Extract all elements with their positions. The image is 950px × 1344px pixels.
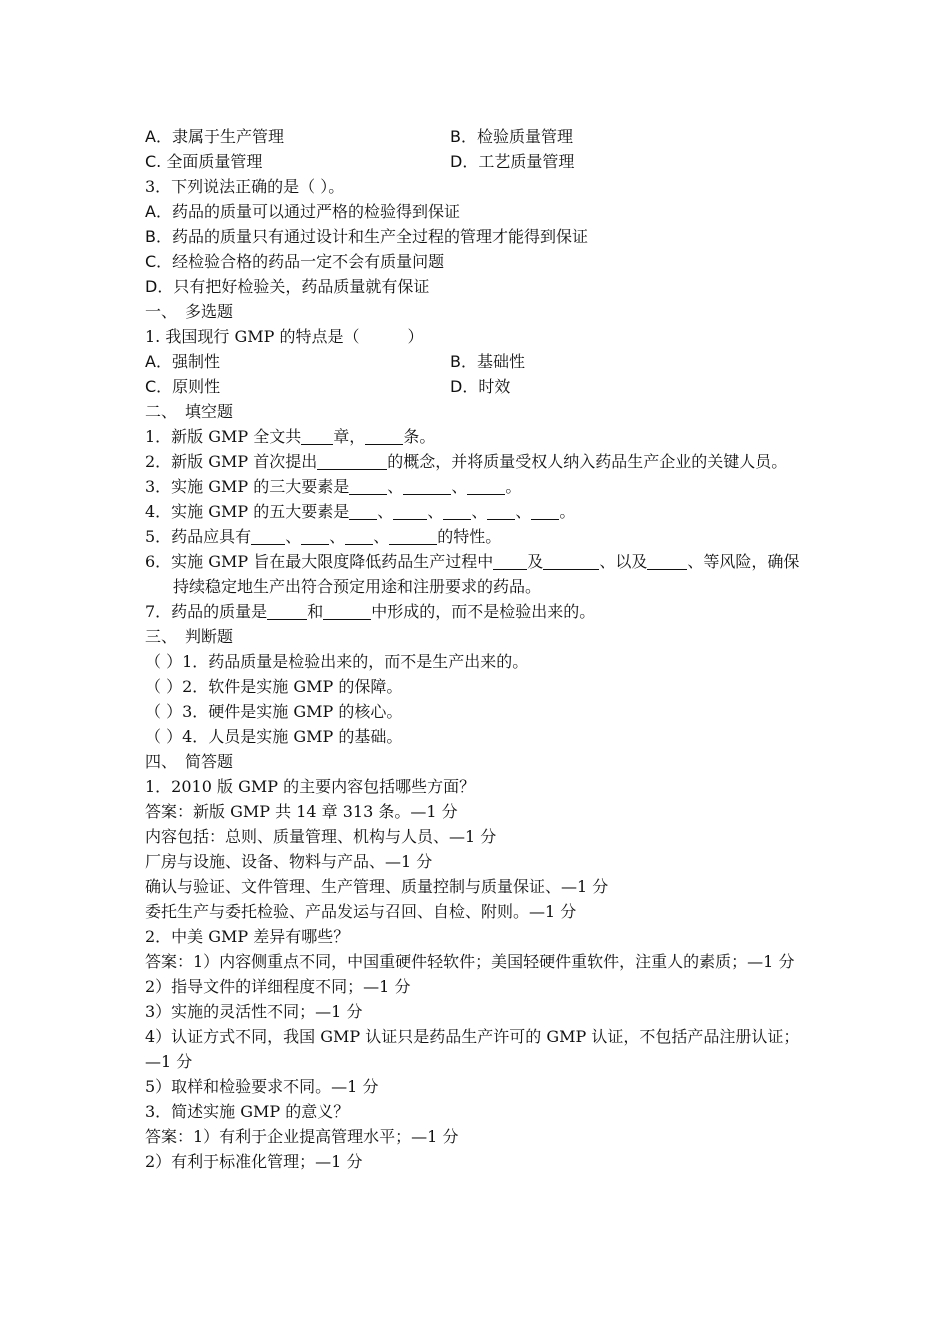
judge-item-2: （ ）2．软件是实施 GMP 的保障。: [145, 677, 403, 696]
blank: [267, 601, 307, 620]
short-q1-answer-5: 委托生产与委托检验、产品发运与召回、自检、附则。—1 分: [145, 902, 577, 921]
blank: [323, 601, 371, 620]
multi-options-row-1: [145, 349, 815, 374]
q3-stem: 3．下列说法正确的是（ ）。: [145, 177, 345, 196]
section-heading-true-false: 三、 判断题: [145, 627, 234, 646]
blank: [393, 501, 427, 520]
q3-option-d: D．只有把好检验关，药品质量就有保证: [145, 277, 430, 296]
short-q3-stem: 3．简述实施 GMP 的意义？: [145, 1102, 350, 1121]
short-q3-answer-2: 2）有利于标准化管理；—1 分: [145, 1152, 363, 1171]
short-q2-answer-5: 5）取样和检验要求不同。—1 分: [145, 1077, 379, 1096]
judge-item-3: （ ）3．硬件是实施 GMP 的核心。: [145, 702, 403, 721]
blank: [301, 426, 333, 445]
blank: [349, 501, 377, 520]
blank: [251, 526, 285, 545]
multi-options-row-2: [145, 374, 815, 399]
short-q2-answer-3: 3）实施的灵活性不同；—1 分: [145, 1002, 363, 1021]
multi-q1-stem: 1. 我国现行 GMP 的特点是（ ）: [145, 327, 424, 346]
blank: [493, 551, 527, 570]
short-q3-answer-1: 答案：1）有利于企业提高管理水平；—1 分: [145, 1127, 459, 1146]
option-d: D．时效: [450, 377, 511, 396]
short-q1-answer-1: 答案：新版 GMP 共 14 章 313 条。—1 分: [145, 802, 458, 821]
blank: [301, 526, 329, 545]
short-q2-stem: 2．中美 GMP 差异有哪些？: [145, 927, 350, 946]
blank: [467, 476, 505, 495]
q3-option-c: C．经检验合格的药品一定不会有质量问题: [145, 252, 445, 271]
blank: [487, 501, 515, 520]
section-heading-fill-blank: 二、 填空题: [145, 402, 234, 421]
fill-q6: 6．实施 GMP 旨在最大限度降低药品生产过程中 及 、以及 、等风险，确保持续稳定地生产出符合预定用途和注册要求的药品。: [145, 552, 800, 596]
fill-q7: 7．药品的质量是 和 中形成的，而不是检验出来的。: [145, 602, 596, 621]
section-heading-short-answer: 四、 简答题: [145, 752, 234, 771]
fill-q1: 1．新版 GMP 全文共 章， 条。: [145, 427, 436, 446]
blank: [647, 551, 687, 570]
blank: [389, 526, 437, 545]
q2-options-row-1: [145, 124, 815, 149]
short-q1-answer-2: 内容包括：总则、质量管理、机构与人员、—1 分: [145, 827, 497, 846]
fill-q4: 4．实施 GMP 的五大要素是 、 、 、 、 。: [145, 502, 576, 521]
document-body: [145, 124, 815, 1174]
option-b: B．检验质量管理: [450, 127, 573, 146]
option-a: A．隶属于生产管理: [145, 127, 284, 146]
blank: [349, 476, 387, 495]
blank: [531, 501, 559, 520]
fill-q3: 3．实施 GMP 的三大要素是 、 、 。: [145, 477, 522, 496]
blank: [403, 476, 451, 495]
option-c: C. 全面质量管理: [145, 152, 263, 171]
q2-options-row-2: [145, 149, 815, 174]
blank: [543, 551, 599, 570]
blank: [365, 426, 403, 445]
blank: [317, 451, 387, 470]
option-d: D．工艺质量管理: [450, 152, 575, 171]
section-heading-multiple-choice: 一、 多选题: [145, 302, 234, 321]
q3-option-b: B．药品的质量只有通过设计和生产全过程的管理才能得到保证: [145, 227, 588, 246]
blank: [443, 501, 471, 520]
blank: [345, 526, 373, 545]
option-c: C．原则性: [145, 377, 221, 396]
fill-q2: 2．新版 GMP 首次提出 的概念，并将质量受权人纳入药品生产企业的关键人员。: [145, 452, 788, 471]
judge-item-4: （ ）4．人员是实施 GMP 的基础。: [145, 727, 403, 746]
option-b: B．基础性: [450, 352, 525, 371]
short-q1-answer-3: 厂房与设施、设备、物料与产品、—1 分: [145, 852, 433, 871]
short-q2-answer-4: 4）认证方式不同，我国 GMP 认证只是药品生产许可的 GMP 认证，不包括产品注册认证； —1 分: [145, 1027, 808, 1071]
short-q1-stem: 1．2010 版 GMP 的主要内容包括哪些方面？: [145, 777, 476, 796]
judge-item-1: （ ）1．药品质量是检验出来的，而不是生产出来的。: [145, 652, 529, 671]
q3-option-a: A．药品的质量可以通过严格的检验得到保证: [145, 202, 460, 221]
short-q2-answer-1: 答案：1）内容侧重点不同，中国重硬件轻软件；美国轻硬件重软件，注重人的素质；—1 分: [145, 952, 795, 971]
short-q1-answer-4: 确认与验证、文件管理、生产管理、质量控制与质量保证、—1 分: [145, 877, 609, 896]
short-q2-answer-2: 2）指导文件的详细程度不同；—1 分: [145, 977, 411, 996]
fill-q5: 5．药品应具有 、 、 、 的特性。: [145, 527, 502, 546]
option-a: A．强制性: [145, 352, 220, 371]
